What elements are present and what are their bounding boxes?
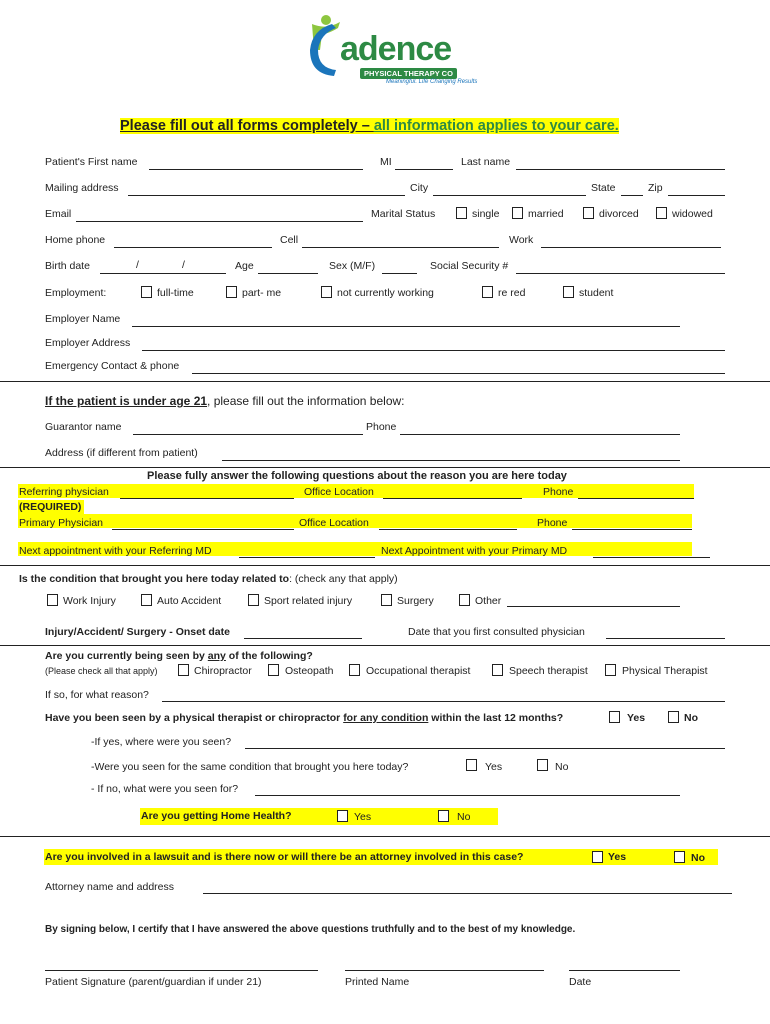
sex-label: Sex (M/F) xyxy=(329,260,376,272)
certify-statement: By signing below, I certify that I have answered the above questions truthfully and to the best of my knowledge. xyxy=(45,924,576,935)
auto-accident-label: Auto Accident xyxy=(157,595,222,607)
city-label: City xyxy=(410,182,429,194)
ssn-field[interactable] xyxy=(516,273,725,274)
zip-label: Zip xyxy=(648,182,663,194)
marital-widowed-checkbox[interactable] xyxy=(656,207,667,219)
pt-yes-label: Yes xyxy=(627,712,646,724)
employer-address-field[interactable] xyxy=(142,350,725,351)
employment-notworking-label: not currently working xyxy=(337,287,434,299)
guarantor-address-label: Address (if different from patient) xyxy=(45,447,198,459)
onset-label: Injury/Accident/ Surgery - Onset date xyxy=(45,626,230,638)
referring-phone-field[interactable] xyxy=(578,498,694,499)
guarantor-heading-bold: If the patient is under age 21 xyxy=(45,394,208,408)
pt-yes-checkbox[interactable] xyxy=(609,711,620,723)
date-label: Date xyxy=(569,976,592,988)
next-referring-label: Next appointment with your Referring MD xyxy=(19,545,212,557)
sport-injury-label: Sport related injury xyxy=(264,595,353,607)
employment-label: Employment: xyxy=(45,287,107,299)
title-prefix: Please fill out all forms completely – xyxy=(120,118,374,134)
section-divider xyxy=(0,836,770,837)
employment-notworking-checkbox[interactable] xyxy=(321,286,332,298)
marital-widowed-label: widowed xyxy=(672,208,713,220)
mi-label: MI xyxy=(380,156,392,168)
other-field[interactable] xyxy=(507,606,680,607)
section-divider xyxy=(0,565,770,566)
marital-single-label: single xyxy=(472,208,500,220)
email-field[interactable] xyxy=(76,221,363,222)
occupational-therapist-checkbox[interactable] xyxy=(349,664,360,676)
condition-question-rest: : (check any that apply) xyxy=(289,573,398,585)
guarantor-address-field[interactable] xyxy=(222,460,680,461)
employment-parttime-label: part- me xyxy=(242,287,282,299)
condition-question-bold: Is the condition that brought you here today related to xyxy=(19,573,290,585)
work-phone-label: Work xyxy=(509,234,534,246)
work-phone-field[interactable] xyxy=(541,247,721,248)
employment-retired-label: re red xyxy=(498,287,526,299)
where-label: -If yes, where were you seen? xyxy=(91,736,232,748)
home-phone-field[interactable] xyxy=(114,247,272,248)
zip-field[interactable] xyxy=(668,195,725,196)
next-referring-field[interactable] xyxy=(239,557,375,558)
osteopath-checkbox[interactable] xyxy=(268,664,279,676)
osteopath-label: Osteopath xyxy=(285,665,334,677)
page-title xyxy=(120,118,619,134)
guarantor-name-label: Guarantor name xyxy=(45,421,122,433)
attorney-label: Attorney name and address xyxy=(45,881,174,893)
logo-tagline: Meaningful. Life Changing Results xyxy=(386,79,478,85)
pt-no-label: No xyxy=(684,712,698,724)
seen-reason-label: If so, for what reason? xyxy=(45,689,149,701)
age-label: Age xyxy=(235,260,254,272)
home-health-yes-label: Yes xyxy=(354,811,372,823)
primary-office-field[interactable] xyxy=(379,529,517,530)
speech-therapist-label: Speech therapist xyxy=(509,665,588,677)
pt-no-checkbox[interactable] xyxy=(668,711,679,723)
lawsuit-no-checkbox[interactable] xyxy=(674,851,685,863)
cell-label: Cell xyxy=(280,234,299,246)
required-label: (REQUIRED) xyxy=(19,501,82,513)
home-health-no-checkbox[interactable] xyxy=(438,810,449,822)
last-name-label: Last name xyxy=(461,156,511,168)
marital-divorced-checkbox[interactable] xyxy=(583,207,594,219)
same-yes-checkbox[interactable] xyxy=(466,759,477,771)
chiropractor-label: Chiropractor xyxy=(194,665,252,677)
cell-field[interactable] xyxy=(302,247,499,248)
birth-date-slash-1: / xyxy=(136,259,139,271)
guarantor-heading xyxy=(45,394,405,408)
birth-date-field[interactable] xyxy=(100,273,226,274)
surgery-label: Surgery xyxy=(397,595,434,607)
marital-divorced-label: divorced xyxy=(599,208,639,220)
marital-married-checkbox[interactable] xyxy=(512,207,523,219)
seen-question-post: of the following? xyxy=(225,650,313,662)
referring-phone-label: Phone xyxy=(543,486,574,498)
pt-question-pre: Have you been seen by a physical therapist or chiropractor xyxy=(45,712,344,724)
printed-name-label: Printed Name xyxy=(345,976,410,988)
referring-label: Referring physician xyxy=(19,486,109,498)
patient-signature-field[interactable] xyxy=(45,970,318,971)
for-what-field[interactable] xyxy=(255,795,680,796)
home-health-yes-checkbox[interactable] xyxy=(337,810,348,822)
last-name-field[interactable] xyxy=(516,169,725,170)
next-primary-field[interactable] xyxy=(593,557,710,558)
lawsuit-yes-label: Yes xyxy=(608,851,627,863)
ssn-label: Social Security # xyxy=(430,260,509,272)
employment-fulltime-checkbox[interactable] xyxy=(141,286,152,298)
patient-signature-label: Patient Signature (parent/guardian if under 21) xyxy=(45,976,262,988)
same-no-label: No xyxy=(555,761,569,773)
other-label: Other xyxy=(475,595,502,607)
city-field[interactable] xyxy=(433,195,586,196)
same-condition-label: -Were you seen for the same condition that brought you here today? xyxy=(91,761,409,773)
employment-fulltime-label: full-time xyxy=(157,287,194,299)
logo-wordmark: adence xyxy=(340,30,452,68)
guarantor-name-field[interactable] xyxy=(133,434,363,435)
other-checkbox[interactable] xyxy=(459,594,470,606)
section-divider xyxy=(0,381,770,382)
attorney-field[interactable] xyxy=(203,893,732,894)
birth-date-slash-2: / xyxy=(182,259,185,271)
employment-retired-checkbox[interactable] xyxy=(482,286,493,298)
onset-field[interactable] xyxy=(244,638,362,639)
physical-therapist-checkbox[interactable] xyxy=(605,664,616,676)
first-name-field[interactable] xyxy=(149,169,363,170)
pt-question xyxy=(45,712,563,724)
lawsuit-question: Are you involved in a lawsuit and is there now or will there be an attorney involved in this case? xyxy=(45,851,524,863)
sex-field[interactable] xyxy=(382,273,417,274)
seen-reason-field[interactable] xyxy=(162,701,725,702)
auto-accident-checkbox[interactable] xyxy=(141,594,152,606)
seen-question xyxy=(45,650,313,662)
home-phone-label: Home phone xyxy=(45,234,106,246)
home-health-no-label: No xyxy=(457,811,471,823)
primary-office-label: Office Location xyxy=(299,517,369,529)
email-label: Email xyxy=(45,208,72,220)
date-field[interactable] xyxy=(569,970,680,971)
employer-name-label: Employer Name xyxy=(45,313,121,325)
lawsuit-yes-checkbox[interactable] xyxy=(592,851,603,863)
work-injury-label: Work Injury xyxy=(63,595,116,607)
same-yes-label: Yes xyxy=(485,761,503,773)
same-no-checkbox[interactable] xyxy=(537,759,548,771)
title-suffix: all information applies to your care. xyxy=(373,118,619,134)
chiropractor-checkbox[interactable] xyxy=(178,664,189,676)
referring-office-field[interactable] xyxy=(383,498,522,499)
consulted-field[interactable] xyxy=(606,638,725,639)
marital-label: Marital Status xyxy=(371,208,436,220)
marital-single-checkbox[interactable] xyxy=(456,207,467,219)
marital-married-label: married xyxy=(528,208,564,220)
condition-question xyxy=(19,573,398,585)
age-field[interactable] xyxy=(258,273,318,274)
primary-field[interactable] xyxy=(112,529,294,530)
printed-name-field[interactable] xyxy=(345,970,544,971)
referring-field[interactable] xyxy=(120,498,294,499)
primary-phone-label: Phone xyxy=(537,517,568,529)
surgery-checkbox[interactable] xyxy=(381,594,392,606)
speech-therapist-checkbox[interactable] xyxy=(492,664,503,676)
employment-student-label: student xyxy=(579,287,614,299)
physical-therapist-label: Physical Therapist xyxy=(622,665,708,677)
check-all-label: (Please check all that apply) xyxy=(45,666,158,676)
mailing-field[interactable] xyxy=(128,195,405,196)
work-injury-checkbox[interactable] xyxy=(47,594,58,606)
lawsuit-no-label: No xyxy=(691,852,705,864)
logo-band: PHYSICAL THERAPY CO xyxy=(360,68,457,79)
referring-office-label: Office Location xyxy=(304,486,374,498)
state-label: State xyxy=(591,182,616,194)
where-field[interactable] xyxy=(245,748,725,749)
guarantor-phone-field[interactable] xyxy=(400,434,680,435)
for-what-label: - If no, what were you seen for? xyxy=(91,783,239,795)
guarantor-heading-rest: , please fill out the information below: xyxy=(207,394,405,408)
seen-question-any: any xyxy=(207,650,226,662)
guarantor-phone-label: Phone xyxy=(366,421,397,433)
seen-question-pre: Are you currently being seen by xyxy=(45,650,208,662)
consulted-label: Date that you first consulted physician xyxy=(408,626,585,638)
pt-question-post: within the last 12 months? xyxy=(428,712,564,724)
sport-injury-checkbox[interactable] xyxy=(248,594,259,606)
primary-label: Primary Physician xyxy=(19,517,104,529)
first-name-label: Patient's First name xyxy=(45,156,138,168)
emergency-label: Emergency Contact & phone xyxy=(45,360,180,372)
home-health-label: Are you getting Home Health? xyxy=(141,810,292,822)
employment-parttime-checkbox[interactable] xyxy=(226,286,237,298)
employer-name-field[interactable] xyxy=(132,326,680,327)
state-field[interactable] xyxy=(621,195,643,196)
birth-date-label: Birth date xyxy=(45,260,90,272)
mailing-label: Mailing address xyxy=(45,182,119,194)
primary-phone-field[interactable] xyxy=(572,529,692,530)
employment-student-checkbox[interactable] xyxy=(563,286,574,298)
section-divider xyxy=(0,645,770,646)
reason-heading: Please fully answer the following questions about the reason you are here today xyxy=(147,470,567,482)
mi-field[interactable] xyxy=(395,169,453,170)
occupational-therapist-label: Occupational therapist xyxy=(366,665,471,677)
pt-question-underlined: for any condition xyxy=(343,712,429,724)
section-divider xyxy=(0,467,770,468)
next-primary-label: Next Appointment with your Primary MD xyxy=(381,545,568,557)
employer-address-label: Employer Address xyxy=(45,337,131,349)
emergency-field[interactable] xyxy=(192,373,725,374)
